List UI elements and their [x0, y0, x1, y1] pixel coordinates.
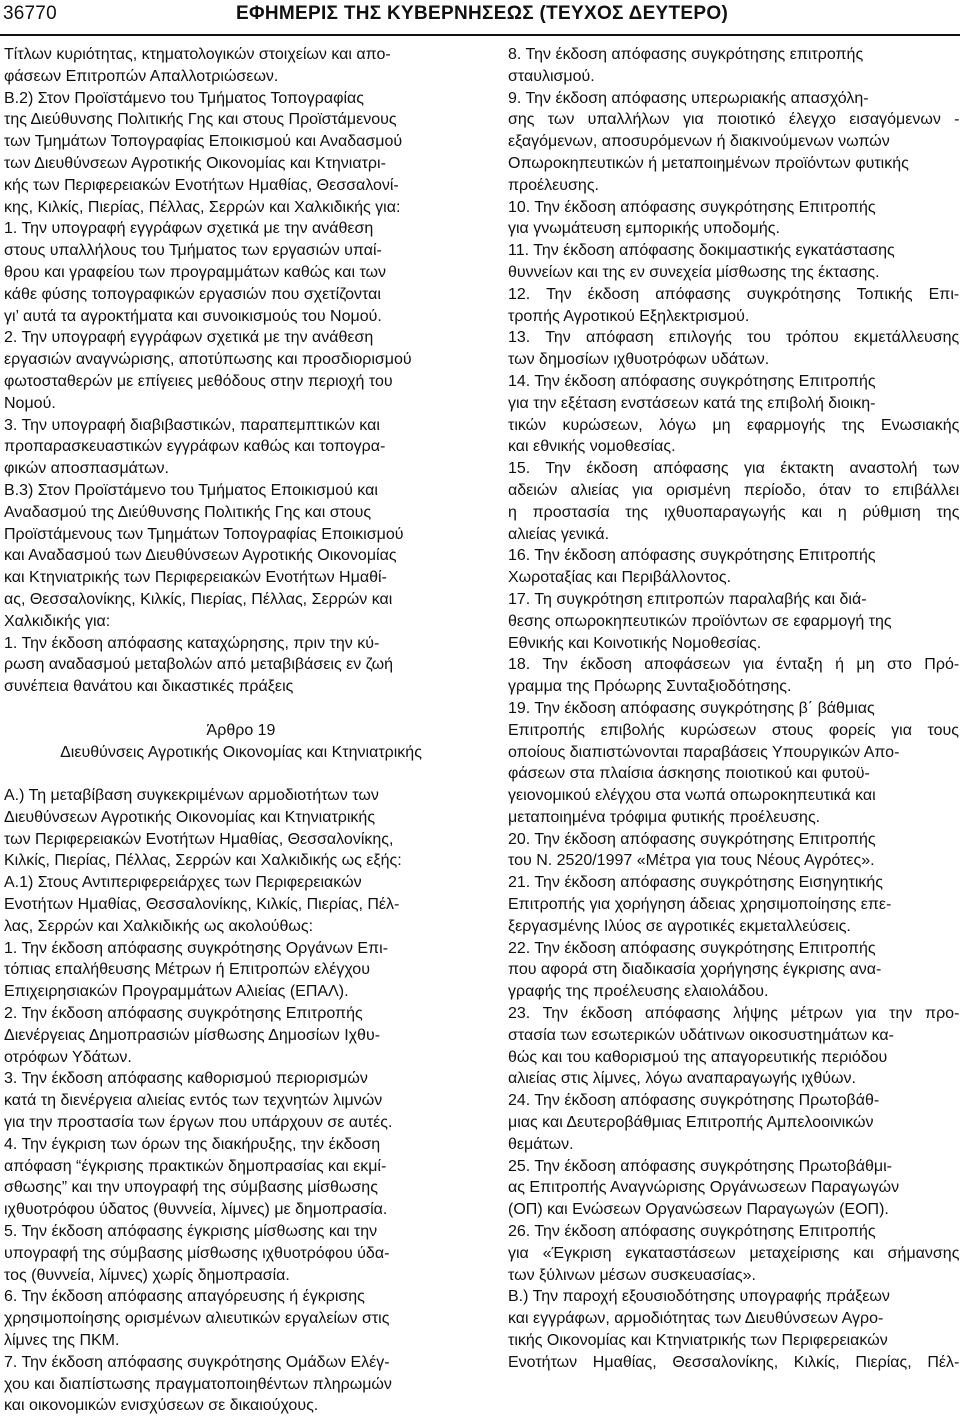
text-line: ας Επιτροπής Αναγνώρισης Οργάνωσεων Παραγωγών: [508, 1179, 900, 1197]
text-line: Β.) Την παροχή εξουσιοδότησης υπογραφής πράξεων: [508, 1288, 890, 1306]
text-line: στους υπαλλήλους του Τμήματος των εργασιών υπαί-: [4, 242, 382, 260]
text-line: 2. Την υπογραφή εγγράφων σχετικά με την ανάθεση: [4, 329, 374, 347]
text-line: των ξύλινων μέσων συσκευασίας».: [508, 1266, 756, 1284]
text-line: ας, Θεσσαλονίκης, Κιλκίς, Πιερίας, Πέλλας, Σερρών και: [4, 590, 393, 608]
text-line: θυννείων και της εν συνεχεία μίσθωσης της έκτασης.: [508, 263, 880, 281]
text-line: Αναδασμού της Διεύθυνσης Πολιτικής Γης και στους: [4, 503, 372, 521]
text-line: προέλευσης.: [508, 176, 599, 194]
text-line: Χωροταξίας και Περιβάλλοντος.: [508, 569, 732, 587]
text-line: Α.) Τη μεταβίβαση συγκεκριμένων αρμοδιοτήτων των: [4, 787, 379, 805]
text-line: 20. Την έκδοση απόφασης συγκρότησης Επιτροπής: [508, 830, 876, 848]
text-line: των Τμημάτων Τοπογραφίας Εποικισμού και Αναδασμού: [4, 133, 403, 151]
text-line: χρησιμοποίησης ορισμένων αλιευτικών εργαλείων στις: [4, 1310, 390, 1328]
text-line: θεμάτων.: [508, 1135, 574, 1153]
text-line: τικής Οικονομίας και Κτηνιατρικής των Περιφερειακών: [508, 1332, 888, 1350]
text-line: και Κτηνιατρικής των Περιφερειακών Ενοτήτων Ημαθί-: [4, 569, 387, 587]
text-line: σθωσης” και την υπογραφή της σύμβασης μίσθωσης: [4, 1179, 378, 1197]
text-line: οτρόφων Υδάτων.: [4, 1048, 132, 1066]
text-line: γραμμα της Πρόωρης Συνταξιοδότησης.: [508, 678, 792, 696]
text-line: 19. Την έκδοση απόφασης συγκρότησης β΄ βάθμιας: [508, 699, 875, 717]
text-line: 3. Την υπογραφή διαβιβαστικών, παραπεμπτικών και: [4, 416, 380, 434]
text-line: 3. Την έκδοση απόφασης καθορισμού περιορισμών: [4, 1070, 368, 1088]
text-line: Κιλκίς, Πιερίας, Πέλλας, Σερρών και Χαλκιδικής ως εξής:: [4, 852, 402, 870]
text-line: 12. Την έκδοση απόφασης συγκρότησης Τοπικής Επι-: [508, 285, 960, 303]
text-line: και Αναδασμού των Διευθύνσεων Αγροτικής Οικονομίας: [4, 547, 397, 565]
text-line: Επιχειρησιακών Προγραμμάτων Αλιείας (ΕΠΑΛ).: [4, 983, 349, 1001]
text-line: 1. Την υπογραφή εγγράφων σχετικά με την ανάθεση: [4, 220, 374, 238]
text-line: Επιτροπής επιβολής κυρώσεων στους φορείς για τους: [508, 721, 960, 739]
text-line: Νομού.: [4, 394, 56, 412]
text-line: για την εξέταση ενστάσεων κατά της επιβολή διοικη-: [508, 394, 876, 412]
text-line: 14. Την έκδοση απόφασης συγκρότησης Επιτροπής: [508, 372, 876, 390]
left-column: [4, 44, 478, 1417]
text-line: στασία των εσωτερικών υδάτινων οικοσυστημάτων κα-: [508, 1026, 894, 1044]
page-header: [0, 0, 960, 34]
text-line: 22. Την έκδοση απόφασης συγκρότησης Επιτροπής: [508, 939, 876, 957]
text-line: αδειών αλιείας για ορισμένη περίοδο, όταν το επιβάλλει: [508, 481, 960, 499]
text-line: αλιείας στις λίμνες, λόγω αναπαραγωγής ιχθύων.: [508, 1070, 856, 1088]
text-line: και εθνικής νομοθεσίας.: [508, 438, 676, 456]
text-line: θρου και γραφείου των προγραμμάτων καθώς και των: [4, 263, 387, 281]
text-line: του Ν. 2520/1997 «Μέτρα για τους Νέους Αγρότες».: [508, 852, 875, 870]
text-line: της Διεύθυνσης Πολιτικής Γης και στους Προϊστάμενους: [4, 111, 397, 129]
text-line: μεταποιημένα τρόφιμα φυτικής προέλευσης.: [508, 808, 821, 826]
text-line: η προστασία της ιχθυοπαραγωγής και η ρύθμιση της: [508, 503, 960, 521]
text-line: σης των υπαλλήλων για ποιοτικό έλεγχο εισαγόμενων -: [508, 111, 960, 129]
gazette-title: ΕΦΗΜΕΡΙΣ ΤΗΣ ΚΥΒΕΡΝΗΣΕΩΣ (ΤΕΥΧΟΣ ΔΕΥΤΕΡΟ): [236, 3, 729, 24]
text-line: 13. Την απόφαση επιλογής του τρόπου εκμετάλλευσης: [508, 329, 960, 347]
text-line: 24. Την έκδοση απόφασης συγκρότησης Πρωτοβάθ-: [508, 1092, 880, 1110]
text-line: [4, 698, 478, 720]
text-line: σταυλισμού.: [508, 67, 595, 85]
text-line: γραφής της προέλευσης ελαιολάδου.: [508, 983, 769, 1001]
text-line: ιχθυοτρόφου ύδατος (θυννεία, λίμνες) με δημοπρασία.: [4, 1201, 388, 1219]
text-line: 21. Την έκδοση απόφασης συγκρότησης Εισηγητικής: [508, 874, 883, 892]
text-line: Εθνικής και Κοινοτικής Νομοθεσίας.: [508, 634, 762, 652]
text-line: οποίους διαπιστώνονται παραβάσεις Υπουργικών Απο-: [508, 743, 900, 761]
text-line: φάσεων Επιτροπών Απαλλοτριώσεων.: [4, 67, 279, 85]
text-line: απόφαση “έγκρισης πρακτικών δημοπρασίας και εκμί-: [4, 1157, 387, 1175]
text-line: 11. Την έκδοση απόφασης δοκιμαστικής εγκατάστασης: [508, 242, 895, 260]
text-line: κης, Κιλκίς, Πιερίας, Πέλλας, Σερρών και Χαλκιδικής για:: [4, 198, 401, 216]
right-column: [508, 44, 960, 1374]
text-line: για την προστασία των έργων που υπάρχουν σε αυτές.: [4, 1114, 393, 1132]
text-line: Β.2) Στον Προϊστάμενο του Τμήματος Τοπογραφίας: [4, 89, 364, 107]
text-line: για γνωμάτευση εμπορικής υποδομής.: [508, 220, 780, 238]
text-line: θεσης οπωροκηπευτικών προϊόντων σε εφαρμογή της: [508, 612, 892, 630]
text-line: λας, Σερρών και Χαλκιδικής ως ακολούθως:: [4, 917, 314, 935]
text-line: Τίτλων κυριότητας, κτηματολογικών στοιχείων και απο-: [4, 46, 391, 63]
article-heading: Διευθύνσεις Αγροτικής Οικονομίας και Κτηνιατρικής: [60, 743, 422, 761]
text-line: τροπής Αγροτικού Εξηλεκτρισμού.: [508, 307, 750, 325]
text-line: Οπωροκηπευτικών ή μεταποιημένων προϊόντων φυτικής: [508, 154, 909, 172]
page-number: 36770: [3, 3, 57, 24]
text-line: θώς και του καθορισμού της απαγορευτικής περιόδου: [508, 1048, 888, 1066]
text-line: υπογραφή της σύμβασης μίσθωσης ιχθυοτρόφου ύδα-: [4, 1244, 390, 1262]
text-line: 17. Τη συγκρότηση επιτροπών παραλαβής και διά-: [508, 590, 867, 608]
text-line: 25. Την έκδοση απόφασης συγκρότησης Πρωτοβάθμι-: [508, 1157, 892, 1175]
text-line: 16. Την έκδοση απόφασης συγκρότησης Επιτροπής: [508, 547, 876, 565]
text-line: Β.3) Στον Προϊστάμενο του Τμήματος Εποικισμού και: [4, 481, 378, 499]
text-line: τόπιας επαλήθευσης Μέτρων ή Επιτροπών ελέγχου: [4, 961, 370, 979]
text-line: ρωση αναδασμού μεταβολών από μεταβιβάσεις εν ζωή: [4, 656, 394, 674]
text-line: γι’ αυτά τα αγροκτήματα και συνοικισμούς του Νομού.: [4, 307, 382, 325]
text-line: γειονομικού ελέγχου στα νωπά οπωροκηπευτικά και: [508, 787, 876, 805]
text-line: 15. Την έκδοση απόφασης για έκτακτη αναστολή των: [508, 460, 960, 478]
text-line: τικών κυρώσεων, λόγω μη εφαρμογής της Ενωσιακής: [508, 416, 960, 434]
text-line: 9. Την έκδοση απόφασης υπερωριακής απασχόλη-: [508, 89, 869, 107]
text-line: κής των Περιφερειακών Ενοτήτων Ημαθίας, Θεσσαλονί-: [4, 176, 399, 194]
text-line: Ενοτήτων Ημαθίας, Θεσσαλονίκης, Κιλκίς, Πιερίας, Πέλ-: [4, 896, 400, 914]
text-line: 5. Την έκδοση απόφασης έγκρισης μίσθωσης και την: [4, 1223, 378, 1241]
text-line: συνέπεια θανάτου και δικαστικές πράξεις: [4, 678, 294, 696]
text-line: εξαγόμενων, αποσυρόμενων ή διακινούμενων νωπών: [508, 133, 890, 151]
text-line: 7. Την έκδοση απόφασης συγκρότησης Ομάδων Ελέγ-: [4, 1353, 390, 1371]
text-line: των δημοσίων ιχθυοτρόφων υδάτων.: [508, 351, 770, 369]
text-line: Ενοτήτων Ημαθίας, Θεσσαλονίκης, Κιλκίς, Πιερίας, Πέλ-: [508, 1353, 960, 1371]
text-line: [4, 763, 478, 785]
text-line: 1. Την έκδοση απόφασης καταχώρησης, πριν την κύ-: [4, 634, 380, 652]
text-line: φικών αποσπασμάτων.: [4, 460, 169, 478]
text-line: 2. Την έκδοση απόφασης συγκρότησης Επιτροπής: [4, 1005, 363, 1023]
text-line: 4. Την έγκριση των όρων της διακήρυξης, την έκδοση: [4, 1135, 381, 1153]
text-line: ξεργασμένης Ιλύος σε αγροτικές εκμεταλλεύσεις.: [508, 917, 851, 935]
text-line: 23. Την έκδοση απόφασης λήψης μέτρων για την προ-: [508, 1005, 960, 1023]
text-line: φωτοσταθερών με επίγειες μεθόδους στην περιοχή του: [4, 372, 393, 390]
text-line: εργασιών αναγνώρισης, αποτύπωσης και προσδιορισμού: [4, 351, 412, 369]
text-line: και εγγράφων, αρμοδιότητας των Διευθύνσεων Αγρο-: [508, 1310, 884, 1328]
text-line: Προϊστάμενους των Τμημάτων Τοπογραφίας Εποικισμού: [4, 525, 404, 543]
text-line: 8. Την έκδοση απόφασης συγκρότησης επιτροπής: [508, 46, 864, 63]
header-divider: [0, 34, 960, 36]
text-line: χου και διαπίστωσης πραγματοποιηθέντων πληρωμών: [4, 1375, 392, 1393]
text-line: Χαλκιδικής για:: [4, 612, 111, 630]
text-line: φάσεων στα πλαίσια άσκησης ποιοτικού και φυτοϋ-: [508, 765, 870, 783]
text-line: 10. Την έκδοση απόφασης συγκρότησης Επιτροπής: [508, 198, 876, 216]
text-line: 26. Την έκδοση απόφασης συγκρότησης Επιτροπής: [508, 1223, 876, 1241]
text-line: 18. Την έκδοση αποφάσεων για ένταξη ή μη στο Πρό-: [508, 656, 960, 674]
text-line: αλιείας γενικά.: [508, 525, 610, 543]
text-line: 6. Την έκδοση απόφασης απαγόρευσης ή έγκρισης: [4, 1288, 365, 1306]
text-line: κάθε φύσης τοπογραφικών εργασιών που σχετίζονται: [4, 285, 381, 303]
text-line: που αφορά στη διαδικασία χορήγησης έγκρισης ανα-: [508, 961, 882, 979]
text-line: Επιτροπής για χορήγηση άδειας χρησιμοποίησης επε-: [508, 896, 892, 914]
text-line: λίμνες της ΠΚΜ.: [4, 1332, 120, 1350]
text-line: (ΟΠ) και Ενώσεων Οργανώσεων Παραγωγών (ΕΟΠ).: [508, 1201, 889, 1219]
text-line: των Διευθύνσεων Αγροτικής Οικονομίας και Κτηνιατρι-: [4, 154, 386, 172]
text-line: για «Έγκριση εγκαταστάσεων μεταχείρισης και σήμανσης: [508, 1244, 960, 1262]
text-line: Διευθύνσεων Αγροτικής Οικονομίας και Κτηνιατρικής: [4, 808, 376, 826]
text-line: Α.1) Στους Αντιπεριφερειάρχες των Περιφερειακών: [4, 874, 362, 892]
text-line: και οικονομικών ενισχύσεων σε δικαιούχους.: [4, 1397, 319, 1415]
text-line: τος (θυννεία, λίμνες) χωρίς δημοπρασία.: [4, 1266, 290, 1284]
text-line: μιας και Δευτεροβάθμιας Επιτροπής Αμπελοοινικών: [508, 1114, 874, 1132]
text-line: Διενέργειας Δημοπρασιών μίσθωσης Δημοσίων Ιχθυ-: [4, 1026, 381, 1044]
text-line: 1. Την έκδοση απόφασης συγκρότησης Οργάνων Επι-: [4, 939, 389, 957]
text-line: των Περιφερειακών Ενοτήτων Ημαθίας, Θεσσαλονίκης,: [4, 830, 394, 848]
article-heading: Άρθρο 19: [206, 721, 276, 739]
text-line: κατά τη διενέργεια αλιείας εντός των τεχνητών λιμνών: [4, 1092, 383, 1110]
text-line: προπαρασκευαστικών εγγράφων καθώς και τοπογρα-: [4, 438, 386, 456]
